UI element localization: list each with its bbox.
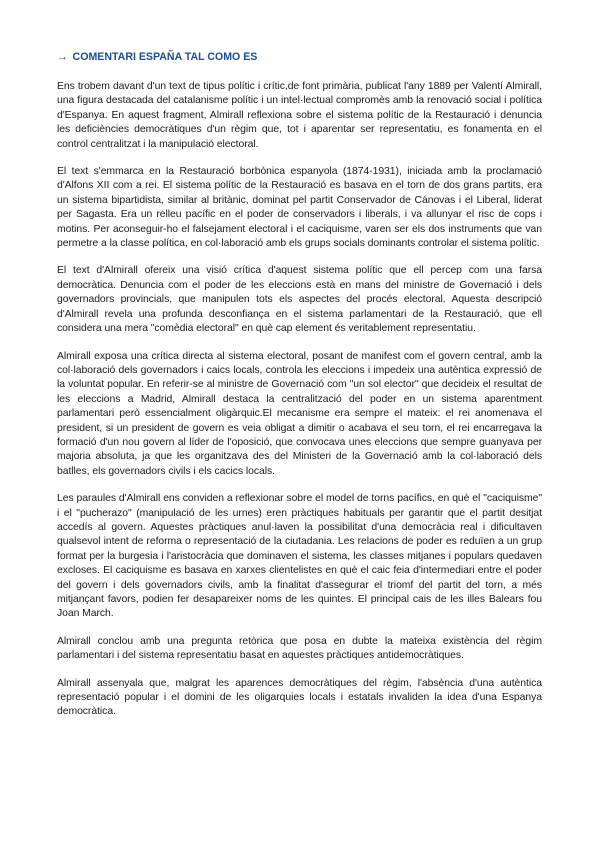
document-page [57, 50, 542, 733]
heading-text: COMENTARI ESPAÑA TAL COMO ES [72, 51, 258, 63]
paragraph-conclusion: Almirall conclou amb una pregunta retòrica que posa en dubte la mateixa existència del règim parlamentari i del sistema representatiu basat en aquestes pràctiques antidemocràtiques. [57, 635, 542, 662]
paragraph-final: Almirall assenyala que, malgrat les aparences democràtiques del règim, l'absència d'una autèntica representació popular i el domini de les oligarquies locals i estatals invaliden la idea d'una Espanya democràtica. [57, 677, 542, 718]
paragraph-context: El text s'emmarca en la Restauració borbònica espanyola (1874-1931), iniciada amb la proclamació d'Alfons XII com a rei. El sistema polític de la Restauració es basava en el torn de dos grans partits, era un sistema bipartidista, similar al britànic, dominat pel partit Conservador de Cánovas i el Liberal, liderat per Sagasta. Era un relleu pacífic en el poder de conservadors i liberals, i va allunyar el risc de cops i motins. Per aconseguir-ho el falsejament electoral i el caciquisme, varen ser els dos instruments que van permetre a la classe política, en col·laboració amb els grups socials dominants controlar el sistema polític. [57, 166, 542, 250]
paragraph-electoral-system: Almirall exposa una crítica directa al sistema electoral, posant de manifest com el govern central, amb la col·laboració dels governadors i caics locals, controla les eleccions i impedeix una autèntica expressió de la voluntat popular. En referir-se al ministre de Governació com "un sol elector" que decideix el resultat de les eleccions a Madrid, Almirall destaca la centralització del poder en un sistema aparentment parlamentari però essencialment oligàrquic.El mecanisme era sempre el mateix: el rei anomenava el president, si un president de govern es veia obligat a dimitir o acabava el seu torn, el rei encarregava la formació d'un nou govern al líder de l'oposició, que convocava unes eleccions que sempre guanyava per majoria absoluta, ja que les organitzava des del Ministeri de la Governació amb la col·laboració dels batlles, els governadors civils i els cacics locals. [57, 350, 542, 477]
right-arrow-icon: → [57, 51, 68, 63]
paragraph-critique: El text d'Almirall ofereix una visió crítica d'aquest sistema polític que ell percep com una farsa democràtica. Denuncia com el poder de les eleccions està en mans del ministre de Governació i dels governadors provincials, que manipulen tots els aspectes del procés electoral. Aquesta descripció d'Almirall revela una profunda desconfiança en el sistema parlamentari de la Restauració, que ell considera una mera "comèdia electoral" en què cap element és veritablement representatiu. [57, 265, 542, 335]
paragraph-caciquisme: Les paraules d'Almirall ens conviden a reflexionar sobre el model de torns pacífics, en què el "caciquisme" i el "pucherazo" (manipulació de les urnes) eren pràctiques habituals per garantir que el partit desitjat accedís al govern. Aquestes pràctiques anul·laven la possibilitat d'una democràcia real i dificultaven qualsevol intent de reforma o representació de la ciutadania. Les relacions de poder es reduïen a un grup format per la burgesia i l'aristocràcia que dominaven el sistema, les classes mitjanes i populars quedaven excloses. El caciquisme es basava en xarxes clientelistes en què el caic feia d'intermediari entre el poder del govern i dels governadors civils, amb la finalitat d'assegurar el triomf del partit del torn, a més mitjançant favors, podien fer desapareixer noms de les quintes. El principal cais de les illes Balears fou Joan March. [57, 493, 542, 620]
paragraph-intro: Ens trobem davant d'un text de tipus polític i crític,de font primària, publicat l'any 1889 per Valentí Almirall, una figura destacada del catalanisme polític i un intel·lectual compromès amb la renovació social i política d'Espanya. En aquest fragment, Almirall reflexiona sobre el sistema polític de la Restauració i denuncia les deficiències democràtiques d'un règim que, tot i aparentar ser representatiu, es fonamenta en el control centralitzat i la manipulació electoral. [57, 81, 542, 150]
document-heading [57, 50, 542, 64]
